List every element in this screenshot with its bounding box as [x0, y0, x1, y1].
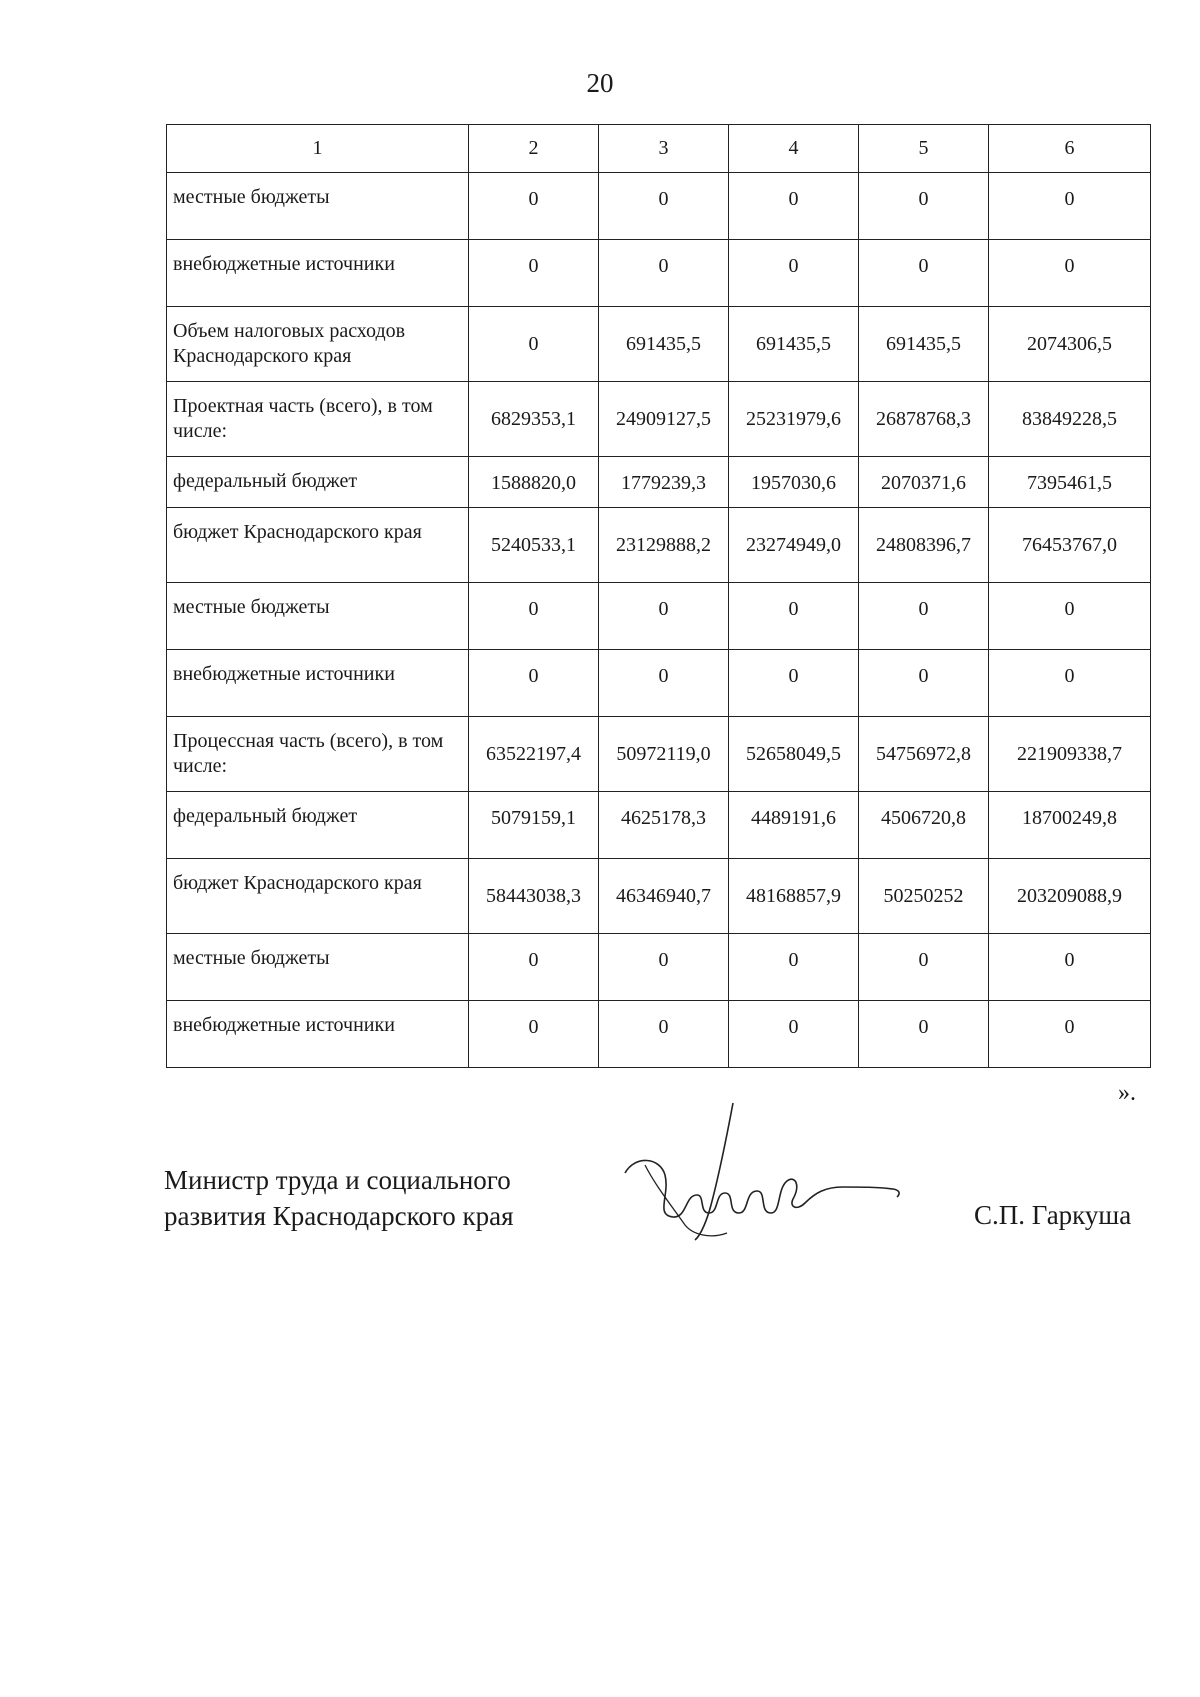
table-cell: 0: [599, 934, 729, 1001]
table-cell: 63522197,4: [469, 717, 599, 792]
row-label: федеральный бюджет: [167, 792, 469, 859]
table-cell: 58443038,3: [469, 859, 599, 934]
signatory-title-line: развития Краснодарского края: [164, 1201, 514, 1231]
table-cell: 2070371,6: [859, 457, 989, 508]
table-cell: 0: [599, 1001, 729, 1068]
table-cell: 0: [729, 240, 859, 307]
table-cell: 24808396,7: [859, 508, 989, 583]
column-header: 3: [599, 125, 729, 173]
table-cell: 0: [989, 173, 1151, 240]
table-cell: 0: [989, 583, 1151, 650]
table-cell: 0: [859, 934, 989, 1001]
column-header: 1: [167, 125, 469, 173]
table-cell: 23274949,0: [729, 508, 859, 583]
table-cell: 76453767,0: [989, 508, 1151, 583]
table-cell: 0: [989, 1001, 1151, 1068]
table-row: [167, 717, 1151, 792]
table-cell: 0: [859, 583, 989, 650]
table-cell: 50250252: [859, 859, 989, 934]
table-row: [167, 859, 1151, 934]
table-row: [167, 650, 1151, 717]
table-cell: 0: [469, 583, 599, 650]
table-row: [167, 240, 1151, 307]
table-row: [167, 173, 1151, 240]
row-label: бюджет Краснодарского края: [167, 859, 469, 934]
table-cell: 1588820,0: [469, 457, 599, 508]
table-row: [167, 583, 1151, 650]
column-header: 6: [989, 125, 1151, 173]
row-label: Процессная часть (всего), в том числе:: [167, 717, 469, 792]
table-cell: 83849228,5: [989, 382, 1151, 457]
table-cell: 0: [729, 934, 859, 1001]
signatory-title: [164, 1162, 514, 1234]
table-cell: 0: [859, 240, 989, 307]
row-label: внебюджетные источники: [167, 1001, 469, 1068]
handwritten-signature: [615, 1095, 915, 1245]
row-label: бюджет Краснодарского края: [167, 508, 469, 583]
table-cell: 691435,5: [859, 307, 989, 382]
row-label: внебюджетные источники: [167, 650, 469, 717]
table-cell: 0: [469, 1001, 599, 1068]
table-cell: 0: [729, 583, 859, 650]
table-cell: 0: [729, 173, 859, 240]
table-cell: 24909127,5: [599, 382, 729, 457]
row-label: местные бюджеты: [167, 173, 469, 240]
table-cell: 0: [469, 173, 599, 240]
table-cell: 0: [469, 307, 599, 382]
row-label: Объем налоговых расходов Краснодарского края: [167, 307, 469, 382]
table-row: [167, 934, 1151, 1001]
table-cell: 2074306,5: [989, 307, 1151, 382]
table-cell: 691435,5: [729, 307, 859, 382]
page-number: 20: [586, 68, 614, 98]
table-cell: 5079159,1: [469, 792, 599, 859]
table-cell: 0: [989, 934, 1151, 1001]
table-cell: 6829353,1: [469, 382, 599, 457]
table-cell: 50972119,0: [599, 717, 729, 792]
table-cell: 0: [859, 1001, 989, 1068]
table-row: [167, 307, 1151, 382]
table-row: [167, 508, 1151, 583]
table-cell: 5240533,1: [469, 508, 599, 583]
table-cell: 7395461,5: [989, 457, 1151, 508]
table-cell: 46346940,7: [599, 859, 729, 934]
row-label: местные бюджеты: [167, 583, 469, 650]
table-cell: 1957030,6: [729, 457, 859, 508]
table-cell: 52658049,5: [729, 717, 859, 792]
row-label: местные бюджеты: [167, 934, 469, 1001]
table-cell: 23129888,2: [599, 508, 729, 583]
table-row: [167, 1001, 1151, 1068]
table-cell: 0: [859, 173, 989, 240]
column-header: 2: [469, 125, 599, 173]
table-cell: 26878768,3: [859, 382, 989, 457]
budget-table-container: [166, 124, 1150, 1068]
table-cell: 221909338,7: [989, 717, 1151, 792]
table-cell: 54756972,8: [859, 717, 989, 792]
table-cell: 0: [599, 240, 729, 307]
table-cell: 4506720,8: [859, 792, 989, 859]
table-cell: 25231979,6: [729, 382, 859, 457]
row-label: Проектная часть (всего), в том числе:: [167, 382, 469, 457]
budget-table: [166, 124, 1151, 1068]
closing-quote: ».: [1118, 1080, 1136, 1106]
table-cell: 0: [729, 650, 859, 717]
signatory-name: С.П. Гаркуша: [974, 1200, 1132, 1230]
table-cell: 4625178,3: [599, 792, 729, 859]
column-header: 5: [859, 125, 989, 173]
table-cell: 0: [599, 583, 729, 650]
row-label: внебюджетные источники: [167, 240, 469, 307]
table-cell: 0: [599, 173, 729, 240]
table-cell: 48168857,9: [729, 859, 859, 934]
table-cell: 0: [469, 240, 599, 307]
table-cell: 203209088,9: [989, 859, 1151, 934]
table-cell: 1779239,3: [599, 457, 729, 508]
row-label: федеральный бюджет: [167, 457, 469, 508]
table-cell: 18700249,8: [989, 792, 1151, 859]
table-header-row: [167, 125, 1151, 173]
table-cell: 0: [469, 934, 599, 1001]
table-cell: 0: [989, 240, 1151, 307]
signatory-title-line: Министр труда и социального: [164, 1165, 511, 1195]
table-cell: 4489191,6: [729, 792, 859, 859]
table-cell: 0: [469, 650, 599, 717]
table-cell: 0: [989, 650, 1151, 717]
table-row: [167, 457, 1151, 508]
table-cell: 691435,5: [599, 307, 729, 382]
table-cell: 0: [599, 650, 729, 717]
table-cell: 0: [729, 1001, 859, 1068]
table-row: [167, 382, 1151, 457]
column-header: 4: [729, 125, 859, 173]
table-row: [167, 792, 1151, 859]
table-cell: 0: [859, 650, 989, 717]
